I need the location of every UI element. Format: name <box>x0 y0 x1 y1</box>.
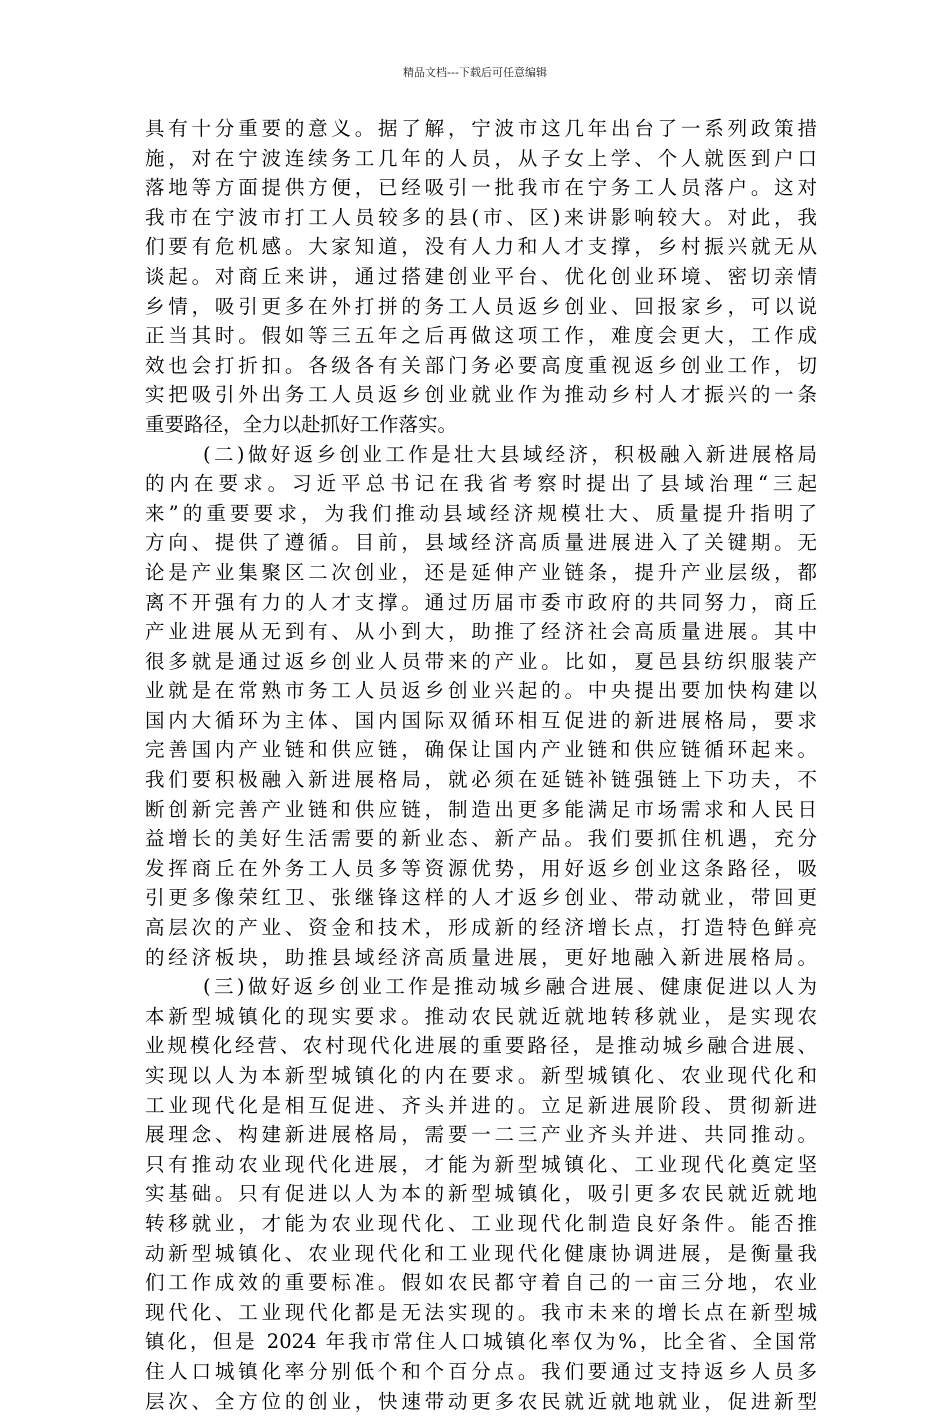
text-line: 的内在要求。习近平总书记在我省考察时提出了县域治理“三起 <box>145 472 817 496</box>
text-line: 展理念、构建新进展格局，需要一二三产业齐头并进、共同推动。 <box>145 1123 817 1147</box>
text-line: 落地等方面提供方便，已经吸引一批我市在宁务工人员落户。这对 <box>145 176 817 200</box>
text-line: 方向、提供了遵循。目前，县域经济高质量进展进入了关键期。无 <box>145 531 817 555</box>
text-line: 层次、全方位的创业，快速带动更多农民就近就地就业，促进新型 <box>145 1389 817 1413</box>
text-line: 现代化、工业现代化都是无法实现的。我市未来的增长点在新型城 <box>145 1300 817 1324</box>
text-line: (三)做好返乡创业工作是推动城乡融合进展、健康促进以人为 <box>203 975 817 999</box>
text-line: 本新型城镇化的现实要求。推动农民就近就地转移就业，是实现农 <box>145 1004 817 1028</box>
text-line: 离不开强有力的人才支撑。通过历届市委市政府的共同努力，商丘 <box>145 590 817 614</box>
text-line: 实现以人为本新型城镇化的内在要求。新型城镇化、农业现代化和 <box>145 1064 817 1087</box>
text-line: 高层次的产业、资金和技术，形成新的经济增长点，打造特色鲜亮 <box>145 916 817 940</box>
text-line: 业就是在常熟市务工人员返乡创业兴起的。中央提出要加快构建以 <box>145 679 817 703</box>
text-line: 谈起。对商丘来讲，通过搭建创业平台、优化创业环境、密切亲情 <box>145 264 817 288</box>
text-line: 国内大循环为主体、国内国际双循环相互促进的新进展格局，要求 <box>145 708 817 732</box>
text-line: 镇化，但是 2024 年我市常住人口城镇化率仅为%，比全省、全国常 <box>145 1330 817 1354</box>
text-line: 工业现代化是相互促进、齐头并进的。立足新进展阶段、贯彻新进 <box>145 1093 817 1117</box>
text-line: 动新型城镇化、农业现代化和工业现代化健康协调进展，是衡量我 <box>145 1241 817 1265</box>
text-line: 发挥商丘在外务工人员多等资源优势，用好返乡创业这条路径，吸 <box>145 856 817 880</box>
text-line: 论是产业集聚区二次创业，还是延伸产业链条，提升产业层级，都 <box>145 560 817 584</box>
text-line: 实基础。只有促进以人为本的新型城镇化，吸引更多农民就近就地 <box>145 1182 817 1206</box>
text-line: 只有推动农业现代化进展，才能为新型城镇化、工业现代化奠定坚 <box>145 1152 817 1176</box>
text-line: 业规模化经营、农村现代化进展的重要路径，是推动城乡融合进展、 <box>145 1034 817 1058</box>
text-line: 转移就业，才能为农业现代化、工业现代化制造良好条件。能否推 <box>145 1211 817 1235</box>
text-line: 效也会打折扣。各级各有关部门务必要高度重视返乡创业工作，切 <box>145 353 817 377</box>
text-line: 具有十分重要的意义。据了解，宁波市这几年出台了一系列政策措 <box>145 117 817 140</box>
page-header: 精品文档---下载后可任意编辑 <box>403 66 547 79</box>
text-line: 完善国内产业链和供应链，确保让国内产业链和供应链循环起来。 <box>145 738 817 762</box>
text-line: 来”的重要要求，为我们推动县域经济规模壮大、质量提升指明了 <box>145 501 817 525</box>
text-line: 正当其时。假如等三五年之后再做这项工作，难度会更大，工作成 <box>145 324 817 348</box>
text-line: (二)做好返乡创业工作是壮大县域经济，积极融入新进展格局 <box>203 442 817 466</box>
text-line: 实把吸引外出务工人员返乡创业就业作为推动乡村人才振兴的一条 <box>145 383 817 407</box>
text-line: 们工作成效的重要标准。假如农民都守着自己的一亩三分地，农业 <box>145 1271 817 1295</box>
text-line: 产业进展从无到有、从小到大，助推了经济社会高质量进展。其中 <box>145 620 817 644</box>
text-line: 的经济板块，助推县域经济高质量进展，更好地融入新进展格局。 <box>145 945 817 969</box>
text-line: 引更多像荣红卫、张继锋这样的人才返乡创业、带动就业，带回更 <box>145 886 817 910</box>
text-line: 们要有危机感。大家知道，没有人力和人才支撑，乡村振兴就无从 <box>145 235 817 259</box>
text-line: 我们要积极融入新进展格局，就必须在延链补链强链上下功夫，不 <box>145 768 817 792</box>
text-line: 住人口城镇化率分别低个和个百分点。我们要通过支持返乡人员多 <box>145 1359 817 1383</box>
text-line: 施，对在宁波连续务工几年的人员，从子女上学、个人就医到户口 <box>145 146 817 170</box>
document-body <box>145 114 817 1416</box>
text-line: 重要路径，全力以赴抓好工作落实。 <box>145 412 458 436</box>
text-line: 很多就是通过返乡创业人员带来的产业。比如，夏邑县纺织服装产 <box>145 649 817 673</box>
text-line: 断创新完善产业链和供应链，制造出更多能满足市场需求和人民日 <box>145 797 817 821</box>
text-line: 我市在宁波市打工人员较多的县(市、区)来讲影响较大。对此，我 <box>145 205 817 229</box>
text-line: 益增长的美好生活需要的新业态、新产品。我们要抓住机遇，充分 <box>145 827 817 851</box>
text-line: 乡情，吸引更多在外打拼的务工人员返乡创业、回报家乡，可以说 <box>145 294 817 318</box>
